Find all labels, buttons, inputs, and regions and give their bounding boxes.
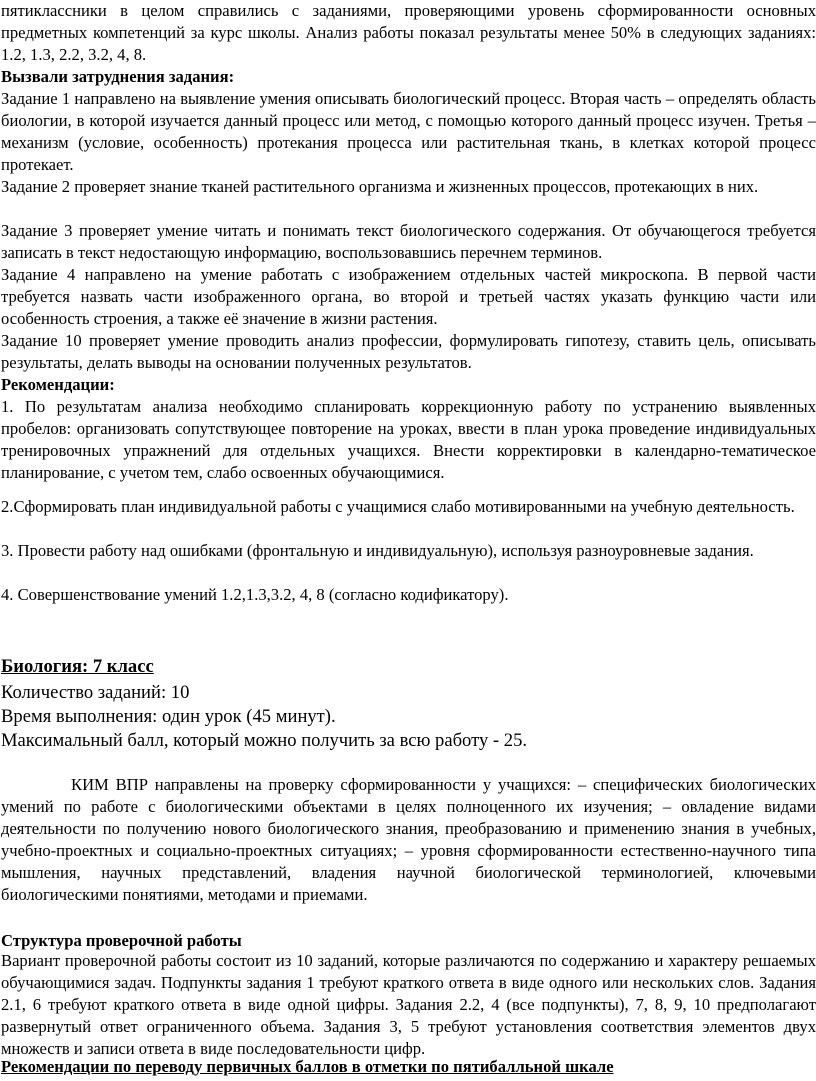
task4-paragraph: Задание 4 направлено на умение работать с изображением отдельных частей микроскопа. В первой части требуется назвать части изображенного органа, во второй и третьей частях указать функцию части или особенность строения, а также её значение в жизни растения. xyxy=(1,265,816,328)
max-score: Максимальный балл, который можно получить за всю работу - 25. xyxy=(1,730,528,751)
recommendation-item-1: 1. По результатам анализа необходимо спланировать коррекционную работу по устранению выявленных пробелов: организовать сопутствующее повторение на уроках, ввести в план урока проведение индивидуальных тренировочных упражнений для отдельных учащихся. Внести корректировки в календарно-тематическое планирование, с учетом тем, слабо освоенных обучающимися. xyxy=(1,397,816,482)
grade7-title: Биология: 7 класс xyxy=(1,656,154,677)
intro-paragraph: пятиклассники в целом справились с заданиями, проверяющими уровень сформированности основных предметных компетенций за курс школы. Анализ работы показал результаты менее 50% в следующих заданиях: 1.2, 1.3, 2.2, 3.2, 4, 8. xyxy=(1,1,816,64)
task10-paragraph: Задание 10 проверяет умение проводить анализ профессии, формулировать гипотезу, ставить цель, описывать результаты, делать выводы на основании полученных результатов. xyxy=(1,331,816,372)
conversion-heading: Рекомендации по переводу первичных баллов в отметки по пятибалльной шкале xyxy=(1,1057,614,1076)
task1-paragraph: Задание 1 направлено на выявление умения описывать биологический процесс. Вторая часть – определять область биологии, в которой изучается данный процесс или метод, с помощью которого данный процесс изучен. Третья – механизм (условие, особенность) протекания процесса или растительная ткань, в клетках которой процесс протекает. xyxy=(1,89,816,174)
recommendation-item-2: 2.Сформировать план индивидуальной работы с учащимися слабо мотивированными на учебную деятельность. xyxy=(1,497,795,516)
task2-paragraph: Задание 2 проверяет знание тканей растительного организма и жизненных процессов, протекающих в них. xyxy=(1,177,759,196)
difficulties-heading: Вызвали затруднения задания: xyxy=(1,67,235,86)
task3-paragraph: Задание 3 проверяет умение читать и понимать текст биологического содержания. От обучающегося требуется записать в текст недостающую информацию, воспользовавшись перечнем терминов. xyxy=(1,221,816,262)
recommendation-item-3: 3. Провести работу над ошибками (фронтальную и индивидуальную), используя разноуровневые задания. xyxy=(1,541,754,560)
structure-heading: Структура проверочной работы xyxy=(1,931,242,950)
task-count: Количество заданий: 10 xyxy=(1,682,190,703)
recommendation-item-4: 4. Совершенствование умений 1.2,1.3,3.2, 4, 8 (согласно кодификатору). xyxy=(1,585,509,604)
recommendations-heading: Рекомендации: xyxy=(1,375,115,394)
structure-paragraph: Вариант проверочной работы состоит из 10 заданий, которые различаются по содержанию и характеру решаемых обучающимися задач. Подпункты задания 1 требуют краткого ответа в виде одного или нескольких слов. Задания 2.1, 6 требуют краткого ответа в виде одной цифры. Задания 2.2, 4 (все подпункты), 7, 8, 9, 10 предполагают развернутый ответ ограниченного объема. Задания 3, 5 требуют установления соответствия элементов двух множеств и записи ответа в виде последовательности цифр. xyxy=(1,951,816,1058)
duration: Время выполнения: один урок (45 минут). xyxy=(1,706,336,727)
kim-paragraph: КИМ ВПР направлены на проверку сформированности у учащихся: – специфических биологических умений по работе с биологическими объектами в целях полноценного их изучения; – овладение видами деятельности по получению нового биологического знания, преобразованию и применению знания в учебных, учебно-проектных и социально-проектных ситуациях; – уровня сформированности естественно-научного типа мышления, научных представлений, владения научной биологической терминологией, ключевыми биологическими понятиями, методами и приемами. xyxy=(1,775,816,904)
